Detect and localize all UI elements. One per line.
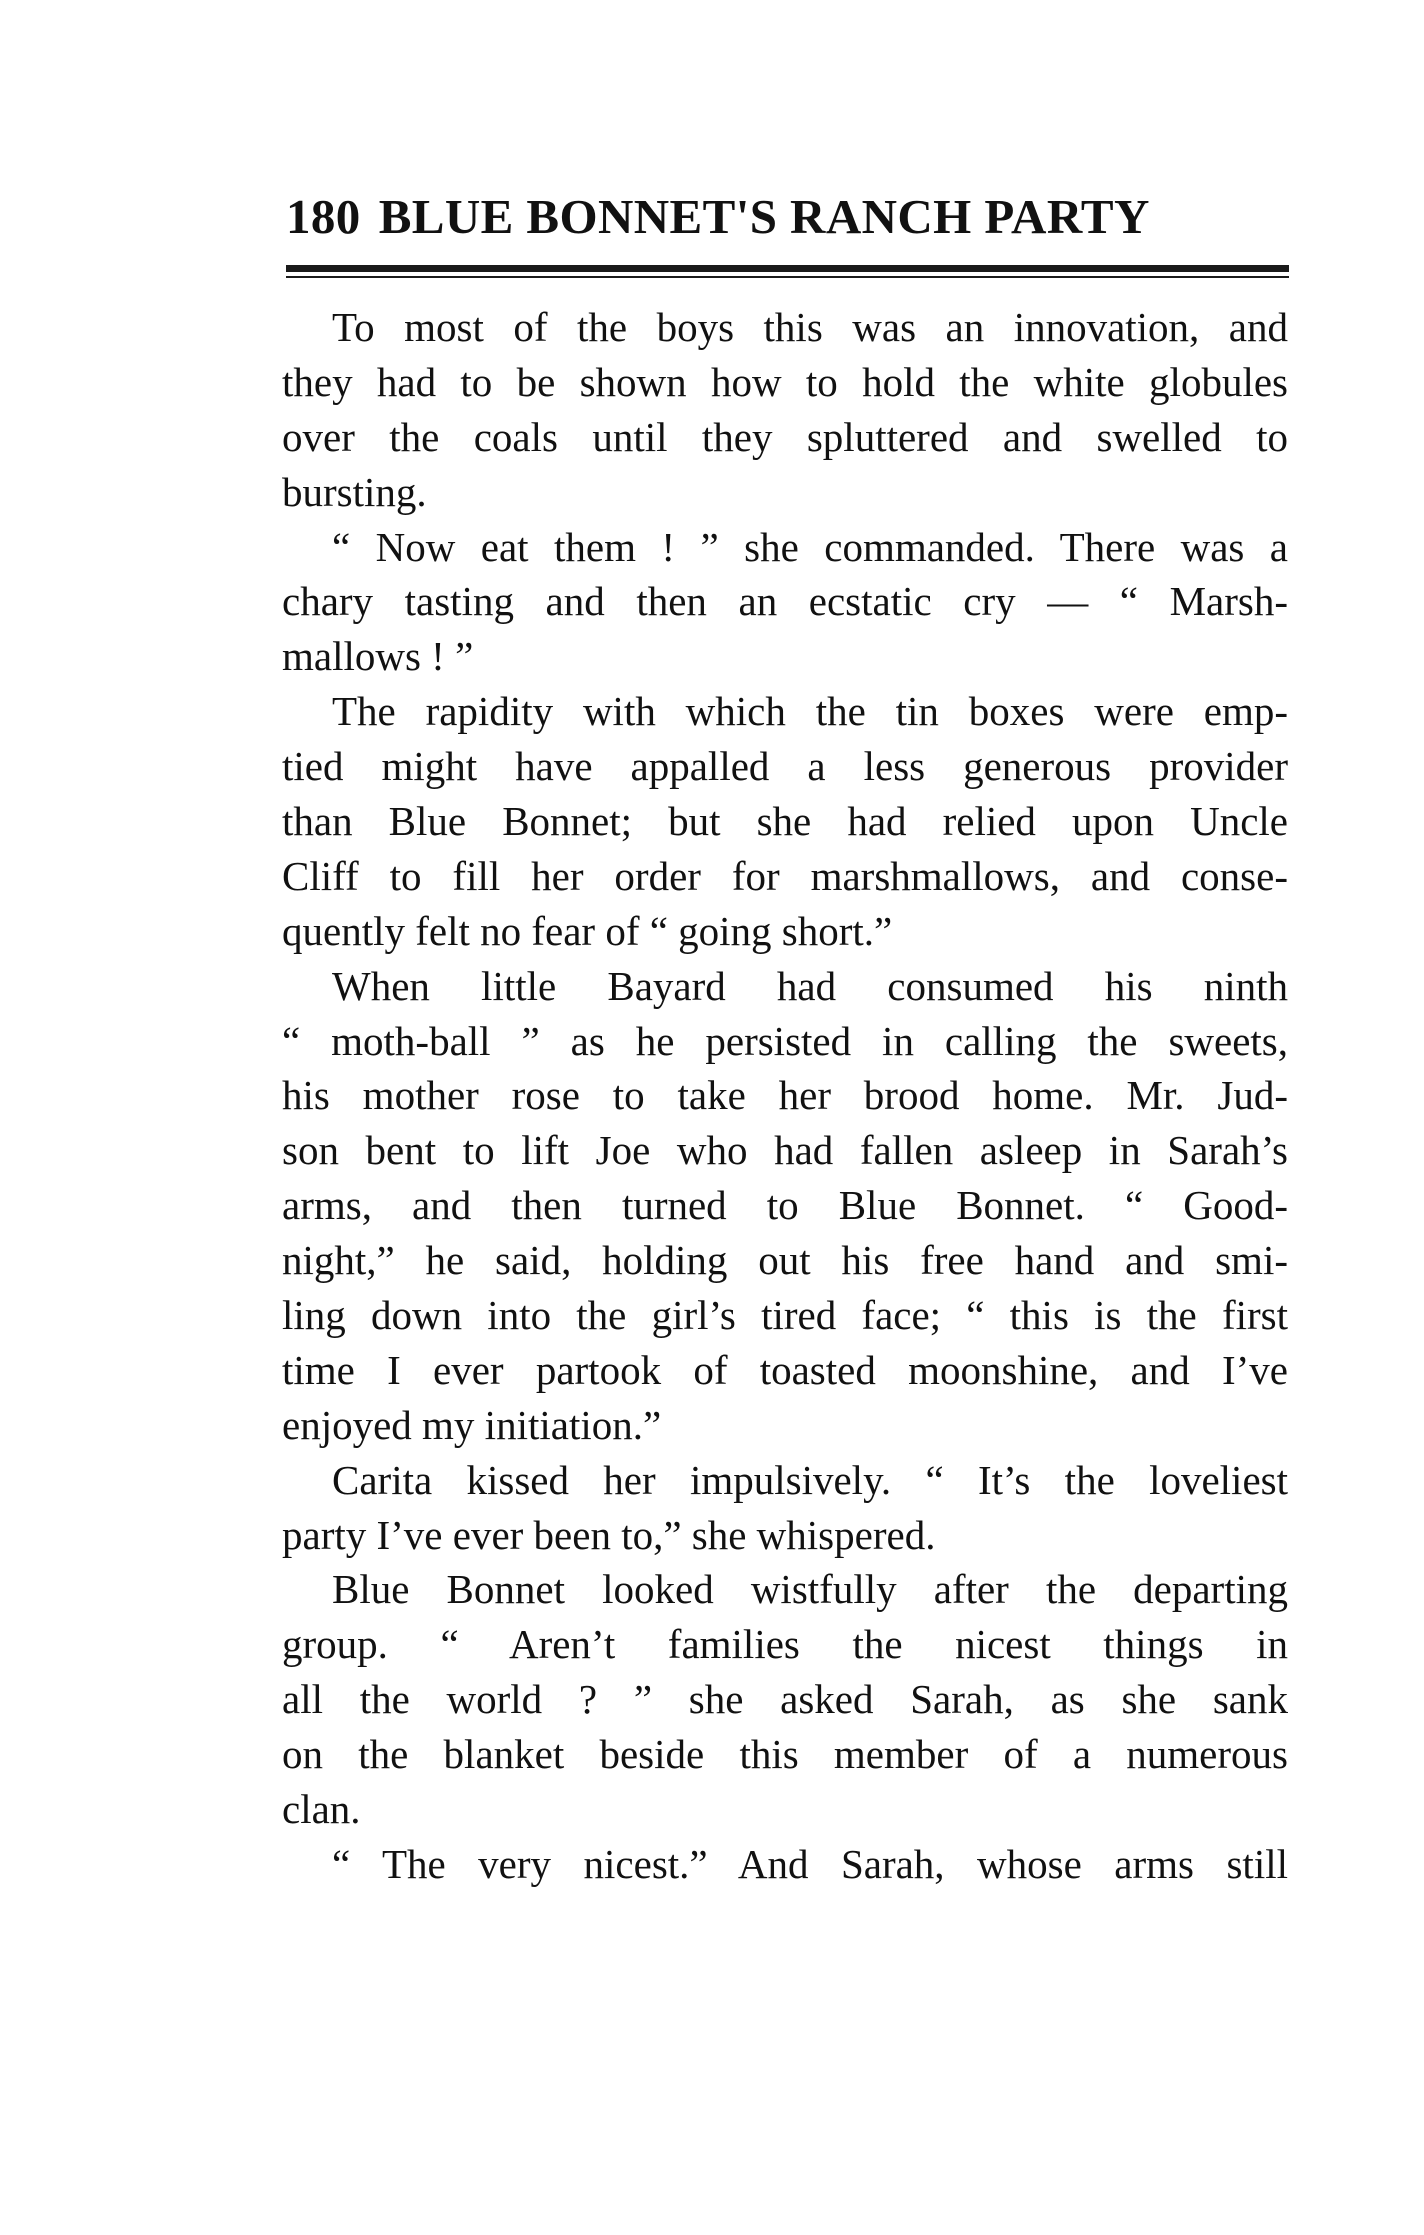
text-line: clan. <box>282 1786 361 1833</box>
text-line: night,” he said, holding out his free hand and smi- <box>282 1237 1288 1284</box>
text-line: enjoyed my initiation.” <box>282 1401 662 1448</box>
text-line: To most of the boys this was an innovation, and <box>332 304 1288 350</box>
text-line: Blue Bonnet looked wistfully after the departing <box>332 1566 1288 1613</box>
text-line: his mother rose to take her brood home. Mr. Jud- <box>282 1072 1288 1119</box>
text-line: bursting. <box>282 468 427 515</box>
text-line: “ Now eat them ! ” she commanded. There was a <box>332 523 1288 570</box>
text-line: tied might have appalled a less generous provider <box>282 743 1288 790</box>
text-line: “ The very nicest.” And Sarah, whose arms still <box>332 1840 1288 1887</box>
text-line: son bent to lift Joe who had fallen asleep in Sarah’s <box>282 1127 1288 1174</box>
text-line: The rapidity with which the tin boxes were emp- <box>332 688 1288 735</box>
text-line: chary tasting and then an ecstatic cry — “ Marsh- <box>282 578 1288 625</box>
text-line: When little Bayard had consumed his ninth <box>332 962 1288 1009</box>
text-line: time I ever partook of toasted moonshine, and I’ve <box>282 1346 1288 1393</box>
page-number: 180 <box>286 189 361 244</box>
text-line: all the world ? ” she asked Sarah, as she sank <box>282 1676 1288 1723</box>
text-line: they had to be shown how to hold the white globules <box>282 358 1288 405</box>
text-line: arms, and then turned to Blue Bonnet. “ Good- <box>282 1182 1288 1229</box>
text-line: on the blanket beside this member of a numerous <box>282 1731 1288 1778</box>
header-rule-thick <box>286 265 1289 272</box>
text-line: Carita kissed her impulsively. “ It’s the loveliest <box>332 1456 1288 1503</box>
text-line: group. “ Aren’t families the nicest things in <box>282 1621 1288 1668</box>
text-line: over the coals until they spluttered and swelled to <box>282 413 1288 460</box>
text-line: than Blue Bonnet; but she had relied upon Uncle <box>282 798 1288 845</box>
header-rule-thin <box>286 276 1289 278</box>
running-head <box>286 188 1289 258</box>
text-line: “ moth-ball ” as he persisted in calling the sweets, <box>282 1017 1288 1064</box>
running-title: BLUE BONNET'S RANCH PARTY <box>378 189 1150 244</box>
text-line: mallows ! ” <box>282 633 474 680</box>
text-line: party I’ve ever been to,” she whispered. <box>282 1511 936 1558</box>
text-line: ling down into the girl’s tired face; “ this is the first <box>282 1292 1288 1339</box>
text-line: quently felt no fear of “ going short.” <box>282 907 893 954</box>
body-text <box>282 300 1288 1892</box>
text-line: Cliff to fill her order for marshmallows, and conse- <box>282 852 1288 899</box>
